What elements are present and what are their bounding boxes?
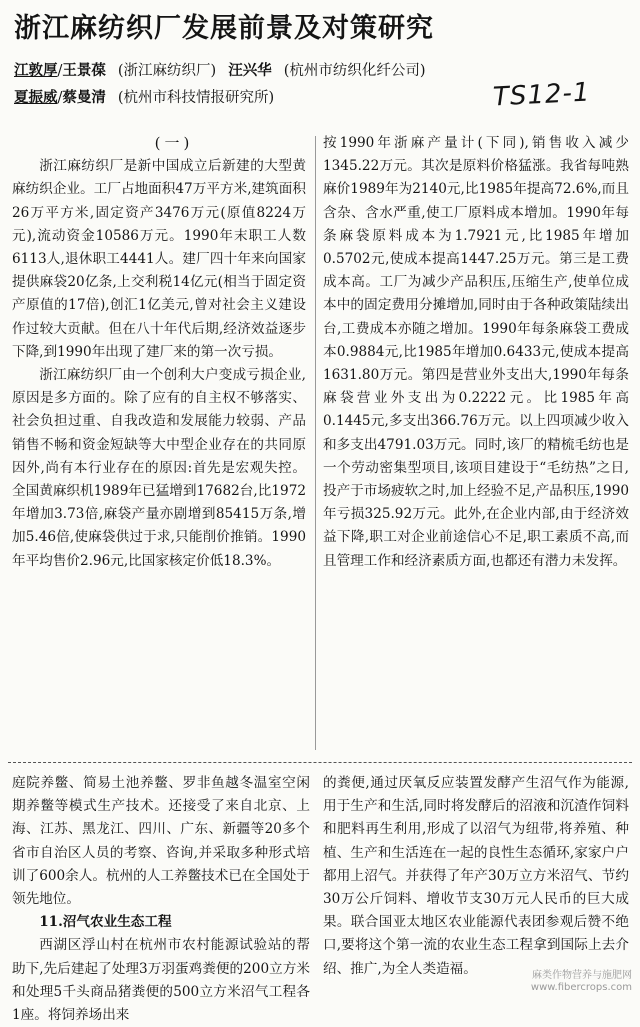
author-name: 江敦厚 bbox=[14, 63, 58, 79]
author-block bbox=[14, 58, 426, 112]
author-name: 王景葆 bbox=[62, 63, 106, 79]
paragraph: 庭院养鳖、简易土池养鳖、罗非鱼越冬温室空闲期养鳖等模式生产技术。还接受了来自北京、上海、江苏、黑龙江、四川、广东、新疆等20多个省市自治区人员的考察、咨询,并采取多种形式培训了600余人。杭州的人工养鳖技术已在全国处于领先地位。 bbox=[12, 775, 310, 908]
paper-title: 浙江麻纺织厂发展前景及对策研究 bbox=[14, 13, 434, 44]
site-watermark bbox=[531, 970, 632, 994]
author-separator: / bbox=[57, 90, 63, 106]
author-name: 汪兴华 bbox=[228, 63, 272, 79]
author-separator: / bbox=[57, 63, 63, 79]
bottom-left-column bbox=[12, 772, 310, 1024]
author-row-2 bbox=[14, 85, 426, 112]
author-affiliation: (杭州市科技情报研究所) bbox=[117, 90, 275, 106]
section-divider bbox=[8, 762, 632, 763]
watermark-url: www.fibercrops.com bbox=[530, 982, 632, 993]
paragraph: 浙江麻纺织厂由一个创利大户变成亏损企业,原因是多方面的。除了应有的自主权不够落实、社会负担过重、自我改造和发展能力较弱、产品销售不畅和资金短缺等大中型企业存在的共同原因外,尚有本行业存在的原因:首先是宏观失控。全国黄麻织机1989年已猛增到17682台,比1972年增加3.73倍,麻袋产量亦剧增到85415万条,增加5.46倍,使麻袋供过于求,只能削价推销。1990年平均售价2.96元,比国家核定价低18.3%。 bbox=[12, 367, 306, 569]
right-column bbox=[323, 132, 629, 752]
paragraph: 浙江麻纺织厂是新中国成立后新建的大型黄麻纺织企业。工厂占地面积47万平方米,建筑面积26万平方米,固定资产3476万元(原值8224万元),流动资金10586万元。1990年末职工人数6113人,退休职工4441人。建厂四十年来向国家提供麻袋20亿条,上交利税14亿元(相当于固定资产原值的17倍),创汇1亿美元,曾对社会主义建设作过较大贡献。但在八十年代后期,经济效益逐步下降,到1990年出现了建厂来的第一次亏损。 bbox=[12, 158, 306, 360]
section-heading: (一) bbox=[154, 134, 194, 152]
paragraph: 西湖区浮山村在杭州市农村能源试验站的帮助下,先后建起了处理3万羽蛋鸡粪便的200立方米和处理5千头商品猪粪便的500立方米沼气工程各1座。将饲养场出来 bbox=[12, 937, 310, 1024]
subheading: 11.沼气农业生态工程 bbox=[39, 914, 172, 931]
handwritten-classification-code: TS12-1 bbox=[492, 77, 592, 113]
author-row-1 bbox=[14, 58, 426, 85]
author-name: 夏振威 bbox=[14, 90, 58, 106]
column-rule bbox=[315, 136, 316, 750]
paragraph: 按1990年浙麻产量计(下同),销售收入减少1345.22万元。其次是原料价格猛涨。我省每吨熟麻价1989年为2140元,比1985年提高72.6%,而且含杂、含水严重,使工厂原料成本增加。1990年每条麻袋原料成本为1.7921元,比1985年增加0.5702元,使成本提高1447.25万元。第三是工费成本高。工厂为减少产品积压,压缩生产,使单位成本中的固定费用分摊增加,同时由于各种政策陆续出台,工费成本亦随之增加。1990年每条麻袋工费成本0.9884元,比1985年增加0.6433元,使成本提高1631.80万元。第四是营业外支出大,1990年每条麻袋营业外支出为0.2222元。比1985年高0.1445元,多支出366.76万元。以上四项减少收入和多支出4791.03万元。同时,该厂的精梳毛纺也是一个劳动密集型项目,该项目建设于“毛纺热”之日,投产于市场疲软之时,加上经验不足,产品积压,1990年亏损325.92万元。此外,在企业内部,由于经济效益下降,职工对企业前途信心不足,职工素质不高,而且管理工作和经济素质方面,也都还有潜力未发挥。 bbox=[323, 135, 629, 569]
left-column bbox=[12, 132, 306, 752]
author-affiliation: (杭州市纺织化纤公司) bbox=[283, 63, 426, 79]
watermark-line: 麻类作物营养与施肥网 bbox=[532, 970, 632, 981]
paragraph: 的粪便,通过厌氧反应装置发酵产生沼气作为能源,用于生产和生活,同时将发酵后的沼液和沉渣作饲料和肥料再生利用,形成了以沼气为纽带,将养殖、种植、生产和生活连在一起的良性生态循环,家家户户都用上沼气。并获得了年产30万立方米沼气、节约30万公斤饲料、增收节支30万元人民币的巨大成果。联合国亚太地区农业能源代表团参观后赞不绝口,要将这个第一流的农业生态工程拿到国际上去介绍、推广,为全人类造福。 bbox=[323, 775, 629, 977]
author-name: 蔡曼清 bbox=[62, 90, 106, 106]
author-affiliation: (浙江麻纺织厂) bbox=[117, 63, 217, 79]
